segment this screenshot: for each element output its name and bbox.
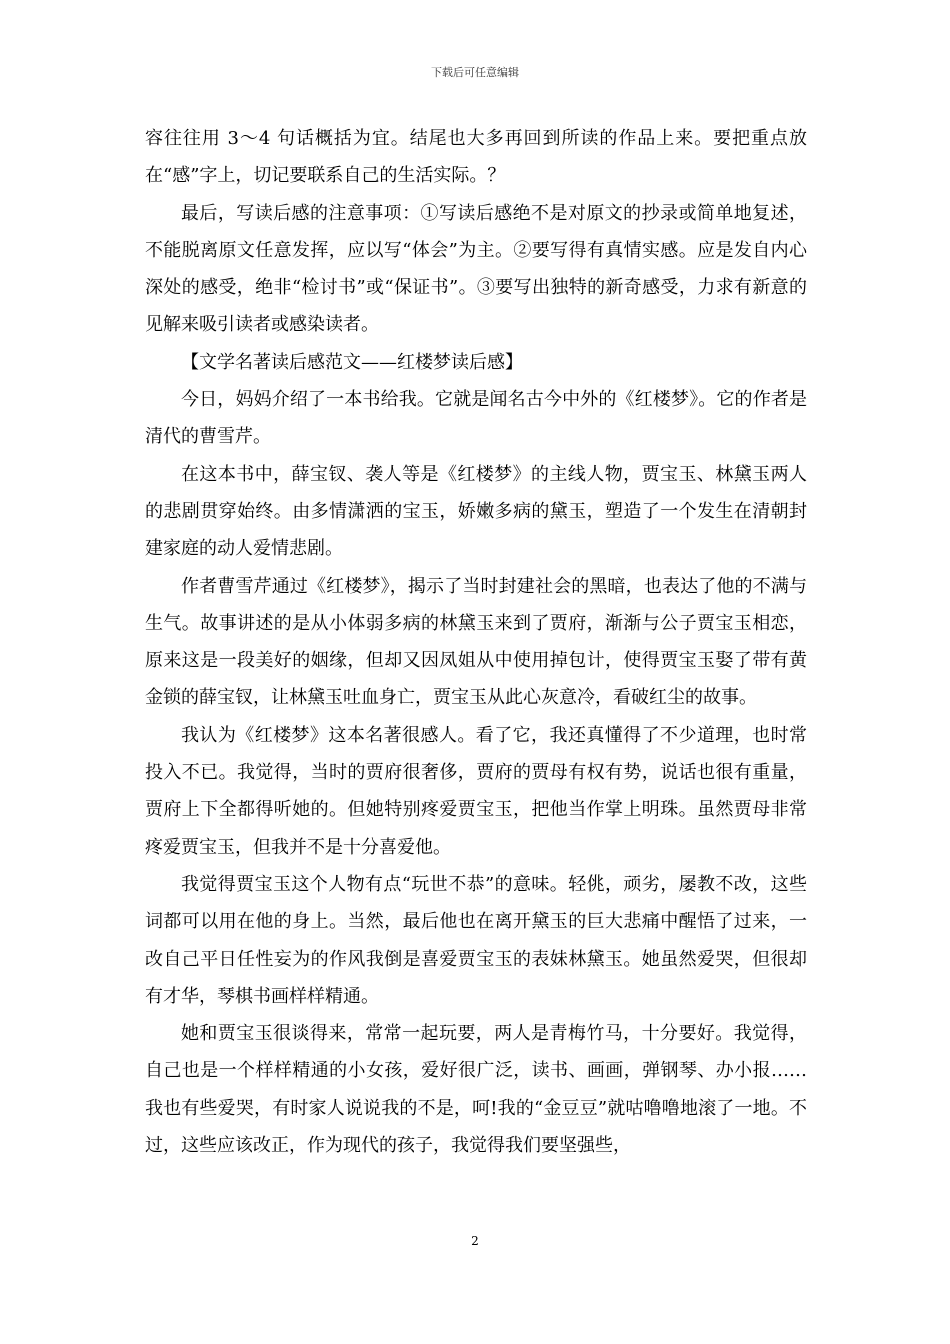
document-body (145, 120, 807, 1164)
page-number: 2 (471, 1234, 479, 1248)
paragraph: 她和贾宝玉很谈得来，常常一起玩要，两人是青梅竹马，十分要好。我觉得，自己也是一个样样精通的小女孩，爱好很广泛，读书、画画，弹钢琴、办小报……我也有些爱哭，有时家人说说我的不是，呵!我的“金豆豆”就咕噜噜地滚了一地。不过，这些应该改正，作为现代的孩子，我觉得我们要坚强些， (145, 1023, 807, 1157)
paragraph: 作者曹雪芹通过《红楼梦》，揭示了当时封建社会的黑暗，也表达了他的不满与生气。故事讲述的是从小体弱多病的林黛玉来到了贾府，渐渐与公子贾宝玉相恋，原来这是一段美好的姻缘，但却又因凤姐从中使用掉包计，使得贾宝玉娶了带有黄金锁的薛宝钗，让林黛玉吐血身亡，贾宝玉从此心灰意冷，看破红尘的故事。 (145, 575, 807, 709)
paragraph: 今日，妈妈介绍了一本书给我。它就是闻名古今中外的《红楼梦》。它的作者是清代的曹雪芹。 (145, 389, 807, 448)
paragraph: 我认为《红楼梦》这本名著很感人。看了它，我还真懂得了不少道理，也时常投入不已。我觉得，当时的贾府很奢侈，贾府的贾母有权有势，说话也很有重量，贾府上下全都得听她的。但她特别疼爱贾宝玉，把他当作掌上明珠。虽然贾母非常疼爱贾宝玉，但我并不是十分喜爱他。 (145, 724, 807, 858)
section-heading: 【文学名著读后感范文——红楼梦读后感】 (181, 351, 523, 373)
paragraph: 在这本书中，薛宝钗、袭人等是《红楼梦》的主线人物，贾宝玉、林黛玉两人的悲剧贯穿始终。由多情潇洒的宝玉，娇嫩多病的黛玉，塑造了一个发生在清朝封建家庭的动人爱情悲剧。 (145, 463, 807, 560)
paragraph-notes: 最后，写读后感的注意事项：①写读后感绝不是对原文的抄录或简单地复述，不能脱离原文任意发挥，应以写“体会”为主。②要写得有真情实感。应是发自内心深处的感受，绝非“检讨书”或“保证书”。③要写出独特的新奇感受，力求有新意的见解来吸引读者或感染读者。 (145, 202, 807, 336)
page-header: 下载后可任意编辑 (431, 66, 519, 79)
paragraph-continuation: 容往往用 3～4 句话概括为宜。结尾也大多再回到所读的作品上来。要把重点放在“感”字上，切记要联系自己的生活实际。？ (145, 128, 807, 187)
paragraph: 我觉得贾宝玉这个人物有点“玩世不恭”的意味。轻佻，顽劣，屡教不改，这些词都可以用在他的身上。当然，最后他也在离开黛玉的巨大悲痛中醒悟了过来，一改自己平日任性妄为的作风我倒是喜爱贾宝玉的表妹林黛玉。她虽然爱哭，但很却有才华，琴棋书画样样精通。 (145, 873, 807, 1007)
